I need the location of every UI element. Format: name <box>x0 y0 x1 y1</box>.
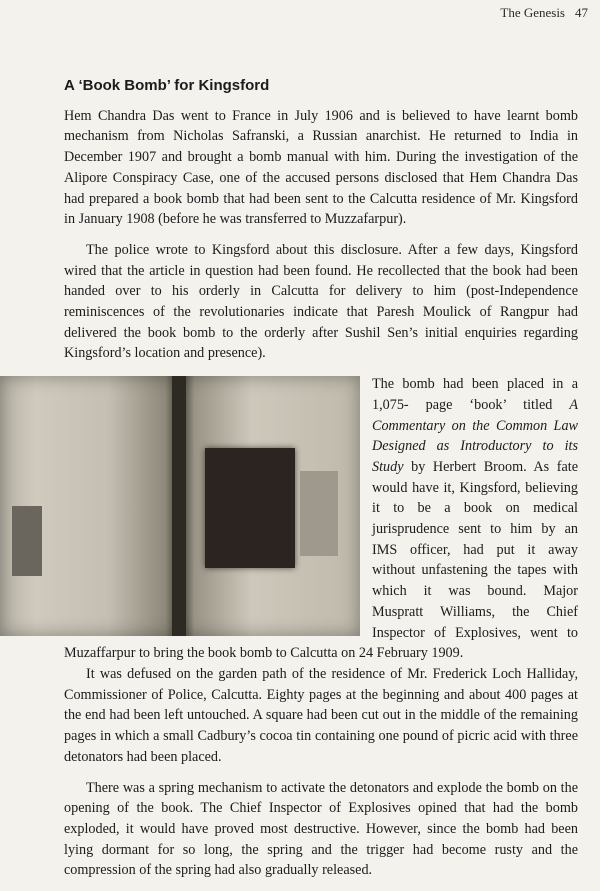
paragraph-3-rest: by Herbert Broom. As fate would have it, Kingsford, believing it to be a book on medical jurisprudence sent to him by an IMS officer, had put it away without unfastening the tapes with which it was bound. Major Muspratt Williams, the Chief Inspector of Explosives, went to Muzaffarpur to bring the book bomb to Calcutta on 24 February 1909. <box>64 458 579 662</box>
running-head <box>500 5 588 21</box>
book-tape-right <box>300 471 338 556</box>
book-spine <box>172 376 186 636</box>
paragraph-1: Hem Chandra Das went to France in July 1906 and is believed to have learnt bomb mechanism from Nicholas Safranski, a Russian anarchist. He returned to India in December 1907 and brought a bomb manual with him. During the investigation of the Alipore Conspiracy Case, one of the accused persons disclosed that Hem Chandra Das had prepared a book bomb that had been sent to the Calcutta residence of Mr. Kingsford in January 1908 (before he was transferred to Muzzafarpur). <box>64 107 578 228</box>
paragraph-4: It was defused on the garden path of the residence of Mr. Frederick Loch Halliday, Commissioner of Police, Calcutta. Eighty pages at the beginning and about 400 pages at the end had been left untouched. A square had been cut out in the middle of the remaining pages in which a small Cadbury’s cocoa tin containing one pound of picric acid with three detonators had been placed. <box>64 665 578 765</box>
figure-wrap <box>64 374 578 664</box>
book-tape-left <box>12 506 42 576</box>
running-head-title: The Genesis <box>500 5 565 20</box>
page-number: 47 <box>575 5 588 20</box>
paragraph-5: There was a spring mechanism to activate the detonators and explode the bomb on the opening of the book. The Chief Inspector of Explosives opined that had the bomb exploded, it would have proved most destructive. However, since the bomb had been lying dormant for so long, the spring and the trigger had become rusty and the compression of the spring had also gradually released. <box>64 779 578 879</box>
paragraph-2: The police wrote to Kingsford about this disclosure. After a few days, Kingsford wired that the article in question had been found. He recollected that the book had been handed over to his orderly in Calcutta for delivery to him (post-Independence reminiscences of the revolutionaries indicate that Paresh Moulick of Rangpur had delivered the book bomb to the orderly after Sushil Sen’s initial enquiries regarding Kingsford’s location and presence). <box>64 241 578 362</box>
book-bomb-photo <box>0 376 360 636</box>
book-title: A Commentary on the Common Law Designed as Introductory to its Study <box>372 396 578 475</box>
section-heading: A ‘Book Bomb’ for Kingsford <box>64 77 270 94</box>
paragraph-3-intro: The bomb had been placed in a 1,075- page ‘book’ titled <box>372 376 578 413</box>
main-content <box>64 76 578 881</box>
book-cavity <box>205 448 295 568</box>
